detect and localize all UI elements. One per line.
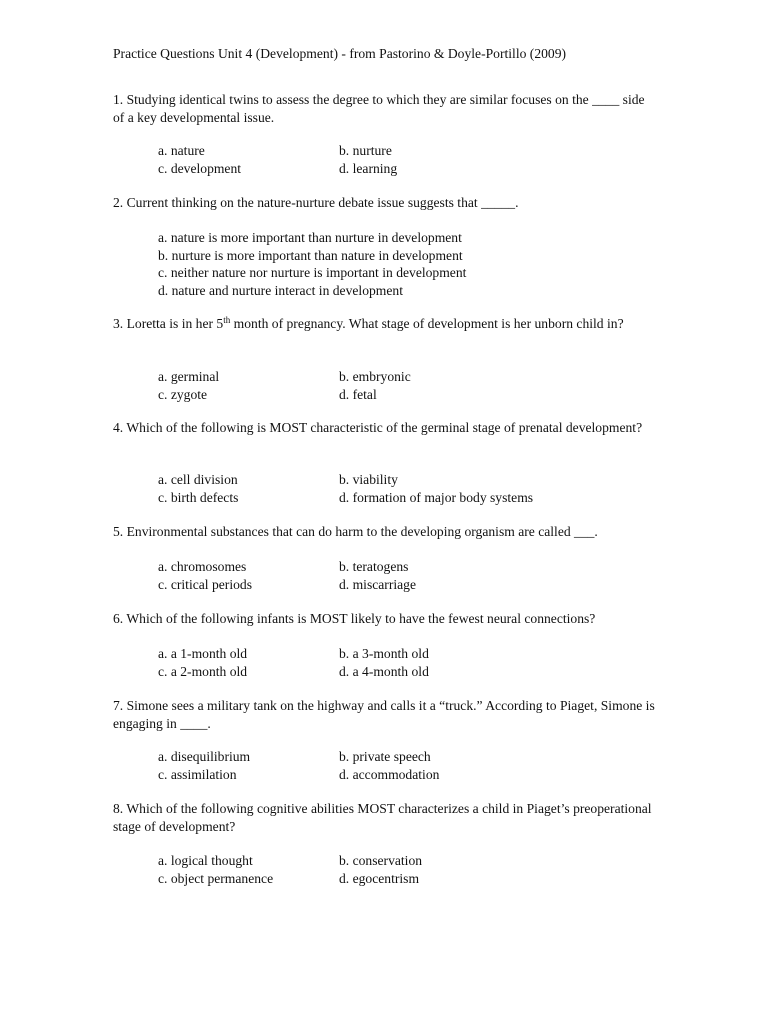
option-c: c. critical periods xyxy=(158,576,252,592)
option-b: b. a 3-month old xyxy=(339,646,429,661)
question-1-options xyxy=(158,142,638,177)
option-d: d. a 4-month old xyxy=(339,663,429,679)
question-3 xyxy=(113,315,658,333)
option-b: b. nurture xyxy=(339,143,392,158)
option-c: c. assimilation xyxy=(158,766,237,782)
question-8-text: 8. Which of the following cognitive abilities MOST characterizes a child in Piaget’s preoperational stage of development? xyxy=(113,801,652,834)
question-8-options xyxy=(158,852,638,887)
option-d: d. formation of major body systems xyxy=(339,489,534,505)
option-d: d. egocentrism xyxy=(339,870,420,886)
question-6-text: 6. Which of the following infants is MOST likely to have the fewest neural connections? xyxy=(113,611,596,626)
option-a: a. cell division xyxy=(158,472,238,487)
option-d: d. accommodation xyxy=(339,766,440,782)
question-1 xyxy=(113,91,658,126)
question-3-options xyxy=(158,368,638,403)
question-2 xyxy=(113,194,658,212)
question-2-options xyxy=(158,229,638,299)
question-4 xyxy=(113,419,658,437)
option-d: d. learning xyxy=(339,160,398,176)
question-7 xyxy=(113,697,658,732)
option-a: a. disequilibrium xyxy=(158,749,251,764)
question-7-options xyxy=(158,748,638,783)
question-4-options xyxy=(158,471,638,506)
option-b: b. nurture is more important than nature in development xyxy=(158,247,463,263)
option-b: b. teratogens xyxy=(339,559,409,574)
option-d: d. fetal xyxy=(339,386,377,402)
question-3-text: 3. Loretta is in her 5th month of pregnancy. What stage of development is her unborn child in? xyxy=(113,315,624,331)
option-c: c. a 2-month old xyxy=(158,663,248,679)
option-b: b. private speech xyxy=(339,749,431,764)
question-5 xyxy=(113,523,658,541)
option-c: c. development xyxy=(158,160,242,176)
question-7-text: 7. Simone sees a military tank on the highway and calls it a “truck.” According to Piaget, Simone is engaging in ____. xyxy=(113,698,655,731)
page-title: Practice Questions Unit 4 (Development) - from Pastorino & Doyle-Portillo (2009) xyxy=(113,46,567,61)
question-2-text: 2. Current thinking on the nature-nurture debate issue suggests that _____. xyxy=(113,195,519,210)
option-c: c. birth defects xyxy=(158,489,239,505)
question-8 xyxy=(113,800,658,835)
question-6 xyxy=(113,610,658,628)
question-5-text: 5. Environmental substances that can do harm to the developing organism are called ___. xyxy=(113,524,598,539)
option-c: c. neither nature nor nurture is important in development xyxy=(158,265,467,280)
option-b: b. embryonic xyxy=(339,369,411,384)
option-a: a. logical thought xyxy=(158,853,253,868)
question-6-options xyxy=(158,645,638,680)
option-c: c. zygote xyxy=(158,386,208,402)
option-b: b. conservation xyxy=(339,853,423,868)
option-a: a. nature is more important than nurture in development xyxy=(158,230,462,245)
option-c: c. object permanence xyxy=(158,870,274,886)
option-d: d. nature and nurture interact in development xyxy=(158,282,403,298)
question-5-options xyxy=(158,558,638,593)
option-d: d. miscarriage xyxy=(339,576,416,592)
question-1-text: 1. Studying identical twins to assess the degree to which they are similar focuses on the ____ side of a key developmental issue. xyxy=(113,92,645,125)
option-a: a. a 1-month old xyxy=(158,646,248,661)
question-4-text: 4. Which of the following is MOST characteristic of the germinal stage of prenatal development? xyxy=(113,420,643,435)
option-a: a. germinal xyxy=(158,369,220,384)
option-a: a. nature xyxy=(158,143,205,158)
option-a: a. chromosomes xyxy=(158,559,247,574)
option-b: b. viability xyxy=(339,472,398,487)
